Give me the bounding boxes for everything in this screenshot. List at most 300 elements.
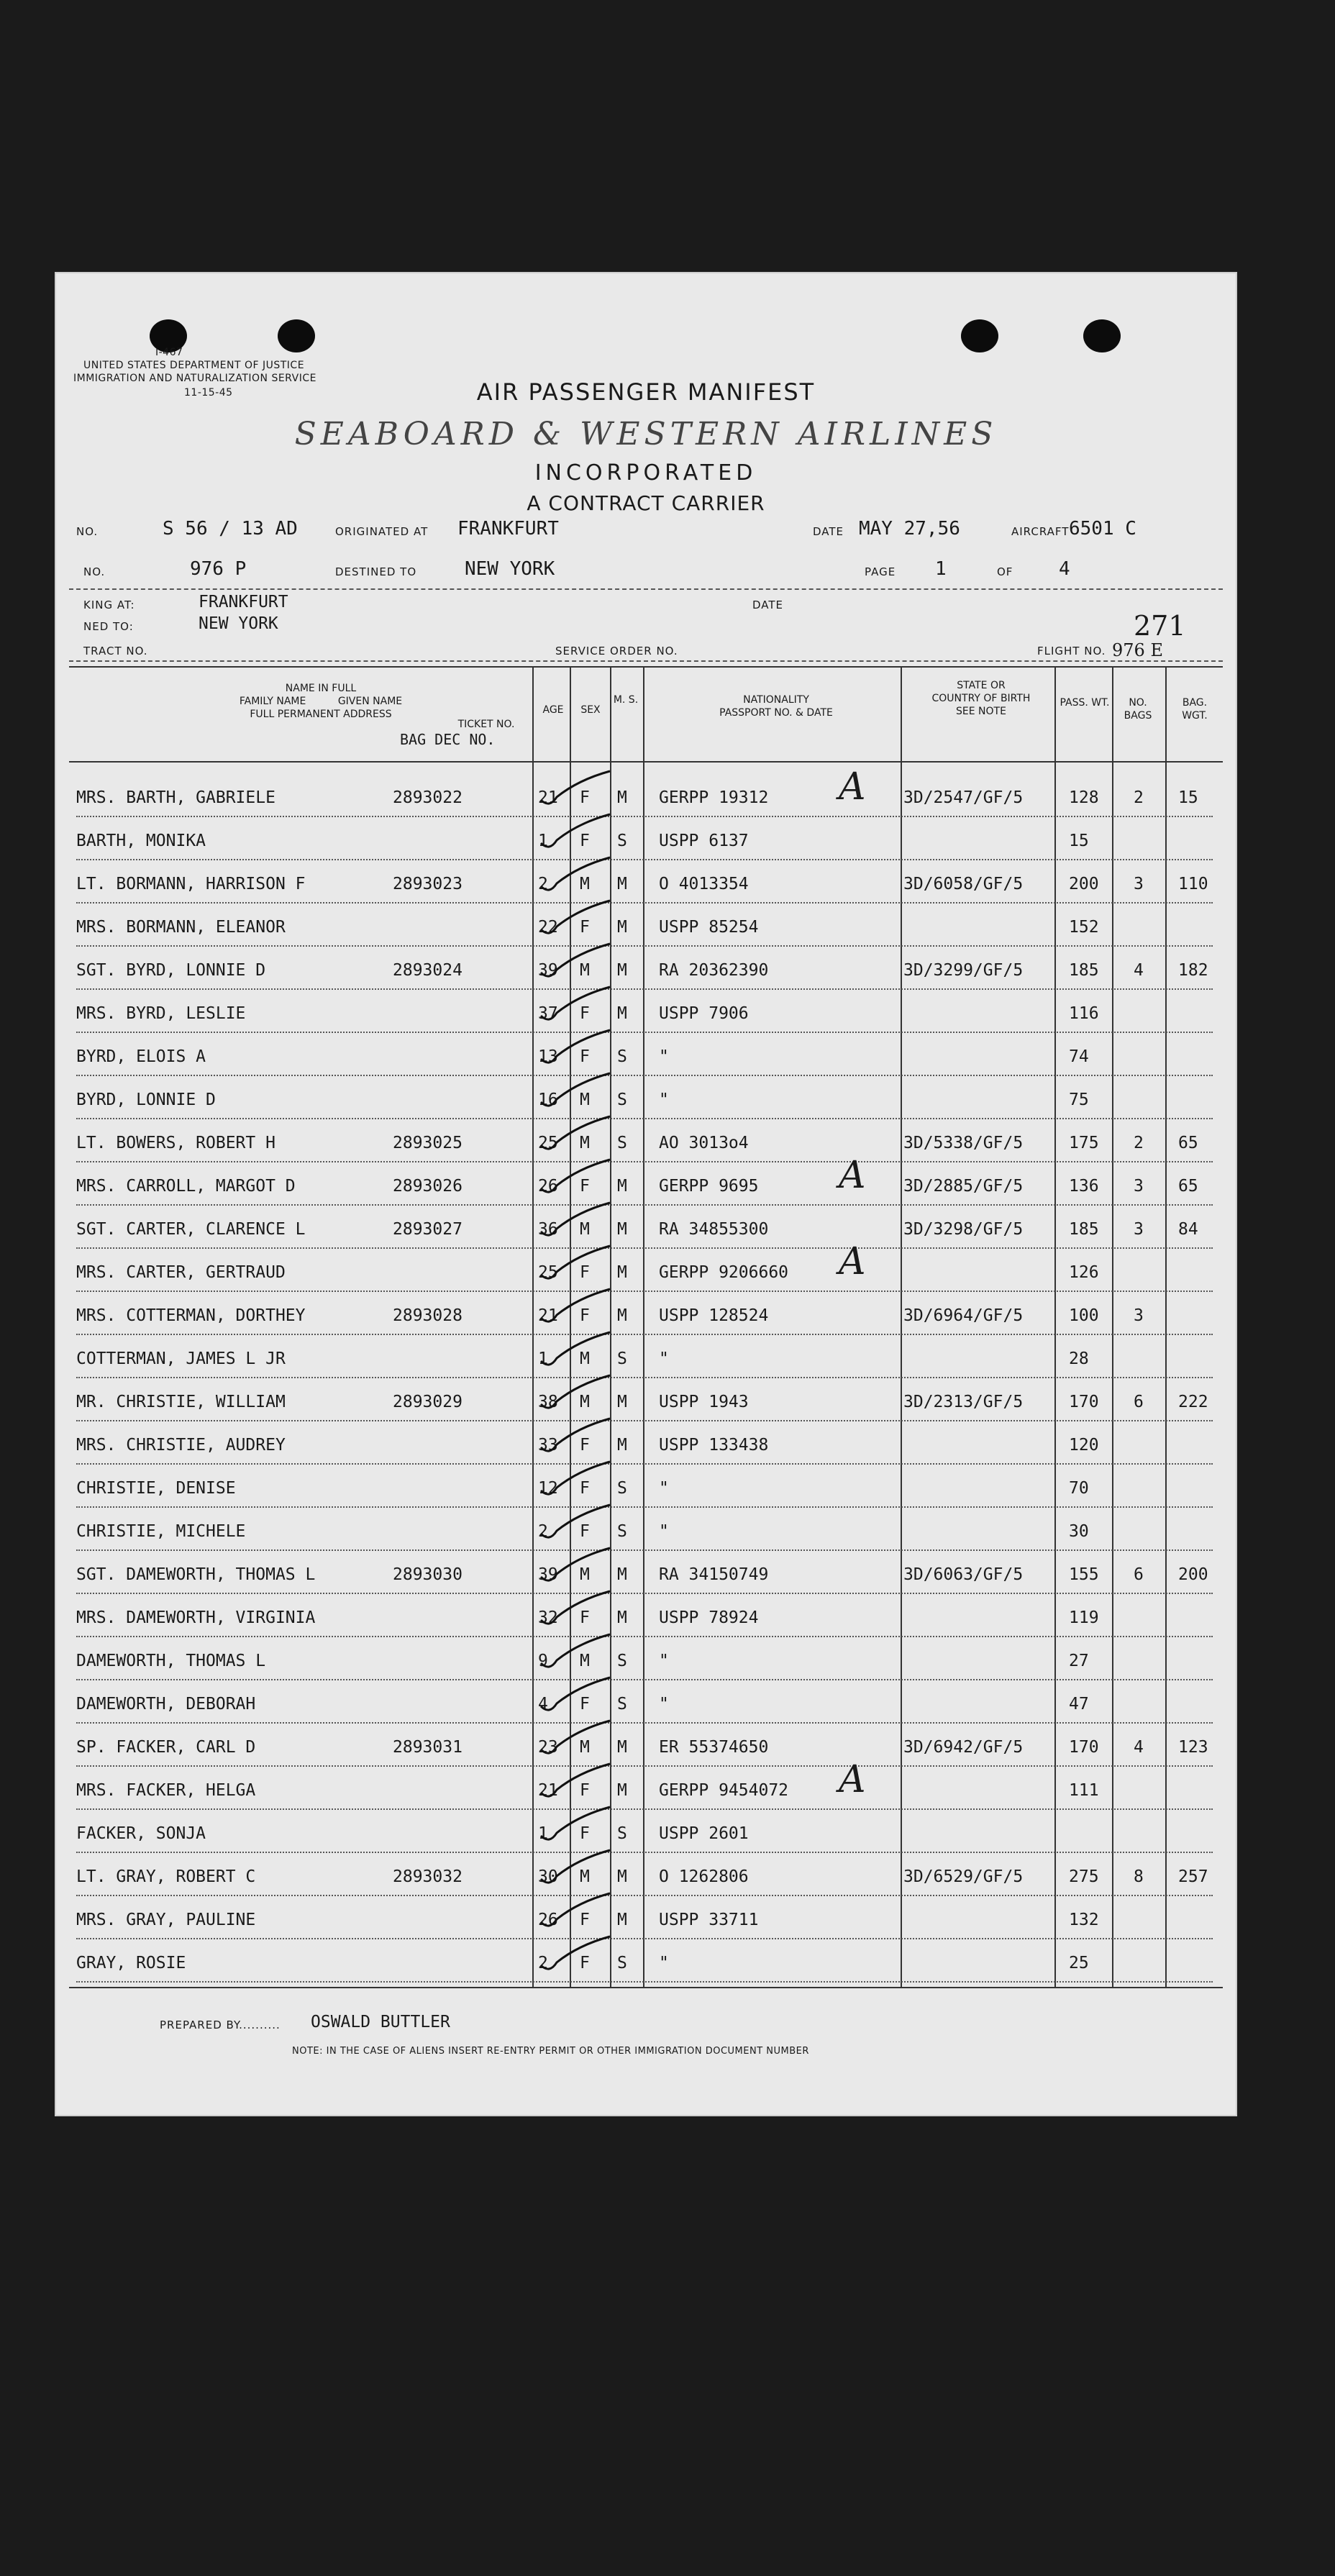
- marital-status: M: [617, 1867, 627, 1886]
- passenger-weight: 136: [1069, 1177, 1099, 1196]
- bag-count: 3: [1134, 1306, 1144, 1325]
- passenger-weight: 275: [1069, 1867, 1099, 1886]
- age: 33: [538, 1436, 558, 1455]
- age: 32: [538, 1608, 558, 1627]
- bag-weight: 200: [1178, 1565, 1208, 1584]
- sex: M: [580, 1738, 590, 1757]
- bag-count: 2: [1134, 788, 1144, 807]
- passenger-weight: 119: [1069, 1608, 1099, 1627]
- check-mark-icon: [535, 1326, 614, 1370]
- country-of-birth: 3D/6964/GF/5: [903, 1306, 1024, 1325]
- page-label: PAGE: [865, 565, 896, 578]
- bag-weight: 65: [1178, 1177, 1198, 1196]
- destined: NEW YORK: [465, 558, 555, 580]
- passport-no: USPP 6137: [659, 832, 749, 850]
- col-ticket: TICKET NO.: [457, 719, 515, 730]
- row-divider: [76, 816, 1213, 817]
- check-mark-icon: [535, 1413, 614, 1456]
- table-row: [76, 1682, 1213, 1724]
- passenger-weight: 152: [1069, 918, 1099, 937]
- row-divider: [76, 902, 1213, 904]
- passenger-weight: 30: [1069, 1522, 1089, 1541]
- marital-status: M: [617, 918, 627, 937]
- passenger-weight: 200: [1069, 875, 1099, 893]
- row-divider: [76, 1981, 1213, 1983]
- country-of-birth: 3D/2313/GF/5: [903, 1393, 1024, 1411]
- ticket-no: 2893026: [393, 1177, 463, 1196]
- check-mark-icon: [535, 1672, 614, 1715]
- bag-count: 4: [1134, 1738, 1144, 1757]
- row-divider: [76, 1334, 1213, 1335]
- check-mark-icon: [535, 1758, 614, 1801]
- row-divider: [76, 1808, 1213, 1810]
- handwritten-mark: A: [839, 1758, 866, 1801]
- bag-count: 3: [1134, 1220, 1144, 1239]
- check-mark-icon: [535, 1629, 614, 1672]
- col-nationality: [657, 693, 895, 719]
- check-mark-icon: [535, 1931, 614, 1974]
- marital-status: M: [617, 1263, 627, 1282]
- col-pass-wt: PASS. WT.: [1060, 697, 1110, 709]
- age: 30: [538, 1867, 558, 1886]
- sex: F: [580, 1522, 590, 1541]
- col-bag-wgt: BAG. WGT.: [1182, 697, 1208, 722]
- handwritten-mark: A: [839, 765, 866, 809]
- marital-status: M: [617, 1393, 627, 1411]
- row-divider: [76, 1679, 1213, 1680]
- age: 22: [538, 918, 558, 937]
- passport-no: AO 3013o4: [659, 1134, 749, 1152]
- passenger-name: MRS. CHRISTIE, AUDREY: [76, 1436, 286, 1455]
- passport-no: USPP 85254: [659, 918, 759, 937]
- passenger-name: MRS. CARTER, GERTRAUD: [76, 1263, 286, 1282]
- check-mark-icon: [535, 1801, 614, 1844]
- flight-no-label: NO.: [76, 525, 99, 538]
- ticket-no: 2893027: [393, 1220, 463, 1239]
- passenger-weight: 25: [1069, 1954, 1089, 1972]
- passport-no: ": [659, 1479, 669, 1498]
- col-state-2: COUNTRY OF BIRTH: [931, 693, 1031, 704]
- col-name-1: NAME IN FULL: [285, 683, 357, 694]
- row-divider: [76, 859, 1213, 860]
- age: 2: [538, 875, 548, 893]
- passenger-weight: 185: [1069, 1220, 1099, 1239]
- row-divider: [76, 1118, 1213, 1119]
- table-row: [76, 1941, 1213, 1983]
- sex: M: [580, 1565, 590, 1584]
- passenger-name: GRAY, ROSIE: [76, 1954, 186, 1972]
- marital-status: S: [617, 1350, 627, 1368]
- check-mark-icon: [535, 809, 614, 852]
- row-divider: [76, 1161, 1213, 1162]
- passenger-name: SGT. DAMEWORTH, THOMAS L: [76, 1565, 316, 1584]
- passport-no: USPP 133438: [659, 1436, 769, 1455]
- bag-weight: 84: [1178, 1220, 1198, 1239]
- passenger-name: DAMEWORTH, THOMAS L: [76, 1652, 266, 1670]
- booking: FRANKFURT: [199, 593, 288, 611]
- passenger-weight: 116: [1069, 1004, 1099, 1023]
- passport-no: ": [659, 1695, 669, 1713]
- passenger-name: MRS. DAMEWORTH, VIRGINIA: [76, 1608, 316, 1627]
- passenger-name: MRS. CARROLL, MARGOT D: [76, 1177, 296, 1196]
- flight-handwritten: 976 E: [1112, 640, 1163, 660]
- marital-status: M: [617, 1177, 627, 1196]
- page-total: 4: [1059, 558, 1070, 580]
- agency-line-2: IMMIGRATION AND NATURALIZATION SERVICE: [73, 373, 316, 384]
- passenger-weight: 132: [1069, 1911, 1099, 1929]
- form-date: 11-15-45: [184, 387, 233, 399]
- sex: F: [580, 1436, 590, 1455]
- table-row: [76, 1380, 1213, 1421]
- passport-no: RA 34150749: [659, 1565, 769, 1584]
- sex: F: [580, 1911, 590, 1929]
- check-mark-icon: [535, 1154, 614, 1197]
- table-head-rule: [69, 761, 1223, 763]
- marital-status: S: [617, 1652, 627, 1670]
- passenger-weight: 175: [1069, 1134, 1099, 1152]
- marital-status: M: [617, 1911, 627, 1929]
- table-row: [76, 1725, 1213, 1767]
- check-mark-icon: [535, 1888, 614, 1931]
- marital-status: S: [617, 1134, 627, 1152]
- passport-no: GERPP 19312: [659, 788, 769, 807]
- ticket-no: 2893023: [393, 875, 463, 893]
- country-of-birth: 3D/2547/GF/5: [903, 788, 1024, 807]
- check-mark-icon: [535, 1111, 614, 1154]
- col-name-3: FULL PERMANENT ADDRESS: [250, 709, 392, 720]
- row-divider: [76, 1032, 1213, 1033]
- prepared-by: OSWALD BUTTLER: [311, 2013, 450, 2031]
- row-divider: [76, 1291, 1213, 1292]
- row-divider: [76, 1636, 1213, 1637]
- passenger-weight: 126: [1069, 1263, 1099, 1282]
- aircraft: 6501 C: [1069, 518, 1136, 540]
- table-row: [76, 1758, 1213, 1810]
- passport-no: USPP 33711: [659, 1911, 759, 1929]
- sex: F: [580, 1824, 590, 1843]
- age: 1: [538, 1350, 548, 1368]
- check-mark-icon: [535, 1370, 614, 1413]
- passenger-weight: 75: [1069, 1091, 1089, 1109]
- bag-count: 6: [1134, 1565, 1144, 1584]
- manifest-sheet: [55, 272, 1237, 2116]
- country-of-birth: 3D/6529/GF/5: [903, 1867, 1024, 1886]
- sex: F: [580, 1306, 590, 1325]
- check-mark-icon: [535, 765, 614, 809]
- of-label: OF: [997, 565, 1013, 578]
- flight-label: FLIGHT NO.: [1037, 645, 1106, 657]
- age: 1: [538, 832, 548, 850]
- table-row: [76, 1207, 1213, 1249]
- marital-status: M: [617, 1436, 627, 1455]
- passenger-weight: 170: [1069, 1738, 1099, 1757]
- marital-status: S: [617, 1824, 627, 1843]
- sex: M: [580, 1350, 590, 1368]
- check-mark-icon: [535, 1585, 614, 1629]
- passenger-name: SGT. BYRD, LONNIE D: [76, 961, 266, 980]
- ticket-no: 2893022: [393, 788, 463, 807]
- country-of-birth: 3D/6063/GF/5: [903, 1565, 1024, 1584]
- marital-status: S: [617, 1047, 627, 1066]
- passport-no: GERPP 9695: [659, 1177, 759, 1196]
- age: 26: [538, 1177, 558, 1196]
- sex: F: [580, 1695, 590, 1713]
- col-state: [902, 679, 1060, 718]
- row-divider: [76, 945, 1213, 947]
- row-divider: [76, 1938, 1213, 1939]
- table-row: [76, 1552, 1213, 1594]
- check-mark-icon: [535, 1024, 614, 1068]
- passenger-weight: 27: [1069, 1652, 1089, 1670]
- passenger-name: LT. BORMANN, HARRISON F: [76, 875, 306, 893]
- age: 39: [538, 1565, 558, 1584]
- bag-count: 3: [1134, 875, 1144, 893]
- table-top-rule: [69, 666, 1223, 668]
- table-bottom-rule: [69, 1987, 1223, 1988]
- passenger-weight: 70: [1069, 1479, 1089, 1498]
- passport-no: O 4013354: [659, 875, 749, 893]
- bag-weight: 182: [1178, 961, 1208, 980]
- col-ms: M. S.: [613, 694, 639, 706]
- row-divider: [76, 1204, 1213, 1206]
- row-divider: [76, 1506, 1213, 1508]
- passport-no: RA 20362390: [659, 961, 769, 980]
- passenger-weight: 28: [1069, 1350, 1089, 1368]
- table-row: [76, 1121, 1213, 1162]
- passenger-name: COTTERMAN, JAMES L JR: [76, 1350, 286, 1368]
- sex: M: [580, 1393, 590, 1411]
- col-age: AGE: [542, 704, 564, 716]
- row-divider: [76, 1765, 1213, 1767]
- originated-label: ORIGINATED AT: [335, 525, 429, 538]
- col-no-bags: NO. BAGS: [1124, 697, 1152, 722]
- marital-status: S: [617, 1091, 627, 1109]
- col-nationality-2: PASSPORT NO. & DATE: [719, 707, 833, 719]
- bag-weight: 222: [1178, 1393, 1208, 1411]
- ticket-no: 2893024: [393, 961, 463, 980]
- marital-status: S: [617, 832, 627, 850]
- sex: F: [580, 1177, 590, 1196]
- sex: F: [580, 1954, 590, 1972]
- age: 13: [538, 1047, 558, 1066]
- table-row: [76, 1293, 1213, 1335]
- col-sex: SEX: [580, 704, 601, 716]
- passport-no: GERPP 9454072: [659, 1781, 789, 1800]
- passport-no: ER 55374650: [659, 1738, 769, 1757]
- check-mark-icon: [535, 938, 614, 981]
- footer-note: NOTE: IN THE CASE OF ALIENS INSERT RE-ENTRY PERMIT OR OTHER IMMIGRATION DOCUMENT NUMBER: [292, 2046, 809, 2057]
- passenger-weight: 47: [1069, 1695, 1089, 1713]
- bag-weight: 110: [1178, 875, 1208, 893]
- passenger-weight: 100: [1069, 1306, 1099, 1325]
- age: 1: [538, 1824, 548, 1843]
- passport-no: ": [659, 1350, 669, 1368]
- contract-carrier: A CONTRACT CARRIER: [527, 491, 765, 515]
- service-order-label: SERVICE ORDER NO.: [555, 645, 678, 657]
- passenger-name: DAMEWORTH, DEBORAH: [76, 1695, 256, 1713]
- passport-no: ": [659, 1047, 669, 1066]
- date: MAY 27,56: [859, 518, 960, 540]
- passenger-name: SGT. CARTER, CLARENCE L: [76, 1220, 306, 1239]
- passport-no: ": [659, 1652, 669, 1670]
- marital-status: M: [617, 788, 627, 807]
- bag-count: 3: [1134, 1177, 1144, 1196]
- marital-status: M: [617, 1306, 627, 1325]
- passenger-name: LT. BOWERS, ROBERT H: [76, 1134, 275, 1152]
- contract-label: TRACT NO.: [83, 645, 148, 657]
- marital-status: S: [617, 1954, 627, 1972]
- age: 25: [538, 1263, 558, 1282]
- passenger-name: BARTH, MONIKA: [76, 832, 206, 850]
- sex: M: [580, 1091, 590, 1109]
- passenger-name: MR. CHRISTIE, WILLIAM: [76, 1393, 286, 1411]
- bag-count: 6: [1134, 1393, 1144, 1411]
- age: 21: [538, 788, 558, 807]
- passport-no: USPP 2601: [659, 1824, 749, 1843]
- passport-no: O 1262806: [659, 1867, 749, 1886]
- originated: FRANKFURT: [457, 518, 559, 540]
- passenger-name: MRS. COTTERMAN, DORTHEY: [76, 1306, 306, 1325]
- passenger-name: FACKER, SONJA: [76, 1824, 206, 1843]
- passenger-weight: 155: [1069, 1565, 1099, 1584]
- marital-status: S: [617, 1479, 627, 1498]
- passenger-weight: 128: [1069, 788, 1099, 807]
- bag-dec: BAG DEC NO.: [400, 731, 496, 748]
- age: 23: [538, 1738, 558, 1757]
- row-divider: [76, 1549, 1213, 1551]
- marital-status: M: [617, 1004, 627, 1023]
- passenger-weight: 185: [1069, 961, 1099, 980]
- sex: F: [580, 1608, 590, 1627]
- age: 12: [538, 1479, 558, 1498]
- check-mark-icon: [535, 981, 614, 1024]
- destined-label: DESTINED TO: [335, 565, 417, 578]
- table-row: [76, 905, 1213, 947]
- ticket-no: 2893025: [393, 1134, 463, 1152]
- check-mark-icon: [535, 1283, 614, 1326]
- divider: [69, 588, 1223, 590]
- table-row: [76, 1337, 1213, 1378]
- age: 9: [538, 1652, 548, 1670]
- check-mark-icon: [535, 852, 614, 895]
- table-row: [76, 862, 1213, 904]
- marital-status: S: [617, 1695, 627, 1713]
- sex: M: [580, 875, 590, 893]
- row-divider: [76, 1420, 1213, 1421]
- table-row: [76, 1811, 1213, 1853]
- passenger-name: BYRD, ELOIS A: [76, 1047, 206, 1066]
- sex: M: [580, 1652, 590, 1670]
- row-divider: [76, 1722, 1213, 1724]
- age: 38: [538, 1393, 558, 1411]
- age: 21: [538, 1306, 558, 1325]
- age: 2: [538, 1954, 548, 1972]
- table-row: [76, 1154, 1213, 1206]
- bag-count: 4: [1134, 961, 1144, 980]
- passenger-name: MRS. GRAY, PAULINE: [76, 1911, 256, 1929]
- passport-no: ": [659, 1522, 669, 1541]
- age: 39: [538, 961, 558, 980]
- row-divider: [76, 1895, 1213, 1896]
- row-divider: [76, 1593, 1213, 1594]
- passenger-name: MRS. BARTH, GABRIELE: [76, 788, 275, 807]
- passenger-name: MRS. FACKER, HELGA: [76, 1781, 256, 1800]
- marital-status: M: [617, 1565, 627, 1584]
- divider: [69, 660, 1223, 662]
- sex: F: [580, 1263, 590, 1282]
- passenger-weight: 15: [1069, 832, 1089, 850]
- sex: F: [580, 1047, 590, 1066]
- marital-status: M: [617, 1781, 627, 1800]
- row-divider: [76, 1075, 1213, 1076]
- country-of-birth: 3D/3299/GF/5: [903, 961, 1024, 980]
- sex: M: [580, 1134, 590, 1152]
- age: 21: [538, 1781, 558, 1800]
- check-mark-icon: [535, 1715, 614, 1758]
- trip-no: 976 P: [190, 558, 247, 580]
- ticket-no: 2893032: [393, 1867, 463, 1886]
- trip-no-label: NO.: [83, 565, 106, 578]
- handwritten-mark: A: [839, 1240, 866, 1283]
- bag-weight: 257: [1178, 1867, 1208, 1886]
- row-divider: [76, 1247, 1213, 1249]
- page-title: AIR PASSENGER MANIFEST: [476, 378, 816, 406]
- passenger-name: SP. FACKER, CARL D: [76, 1738, 256, 1757]
- country-of-birth: 3D/3298/GF/5: [903, 1220, 1024, 1239]
- country-of-birth: 3D/2885/GF/5: [903, 1177, 1024, 1196]
- bag-count: 8: [1134, 1867, 1144, 1886]
- passport-no: ": [659, 1091, 669, 1109]
- handwritten-mark: A: [839, 1154, 866, 1197]
- table-row: [76, 1854, 1213, 1896]
- passenger-name: MRS. BYRD, LESLIE: [76, 1004, 246, 1023]
- table-row: [76, 1898, 1213, 1939]
- passport-no: USPP 78924: [659, 1608, 759, 1627]
- country-of-birth: 3D/6058/GF/5: [903, 875, 1024, 893]
- check-mark-icon: [535, 1542, 614, 1585]
- date-label: DATE: [813, 525, 844, 538]
- table-row: [76, 1034, 1213, 1076]
- punch-hole: [961, 319, 998, 352]
- check-mark-icon: [535, 895, 614, 938]
- row-divider: [76, 988, 1213, 990]
- marital-status: M: [617, 961, 627, 980]
- col-name-2: FAMILY NAME GIVEN NAME: [239, 696, 403, 707]
- bag-weight: 65: [1178, 1134, 1198, 1152]
- check-mark-icon: [535, 1197, 614, 1240]
- country-of-birth: 3D/6942/GF/5: [903, 1738, 1024, 1757]
- incorporated: INCORPORATED: [534, 460, 757, 486]
- punch-hole: [1083, 319, 1121, 352]
- age: 2: [538, 1522, 548, 1541]
- marital-status: M: [617, 1220, 627, 1239]
- col-state-3: SEE NOTE: [956, 706, 1006, 717]
- table-row: [76, 1423, 1213, 1465]
- booked-to-label: NED TO:: [83, 620, 134, 633]
- passenger-name: CHRISTIE, DENISE: [76, 1479, 236, 1498]
- sex: M: [580, 1220, 590, 1239]
- row-divider: [76, 1377, 1213, 1378]
- table-row: [76, 1639, 1213, 1680]
- age: 36: [538, 1220, 558, 1239]
- marital-status: M: [617, 875, 627, 893]
- col-nationality-1: NATIONALITY: [743, 694, 809, 706]
- table-row: [76, 1509, 1213, 1551]
- row-divider: [76, 1852, 1213, 1853]
- passenger-weight: 170: [1069, 1393, 1099, 1411]
- table-row: [76, 819, 1213, 860]
- passenger-weight: 120: [1069, 1436, 1099, 1455]
